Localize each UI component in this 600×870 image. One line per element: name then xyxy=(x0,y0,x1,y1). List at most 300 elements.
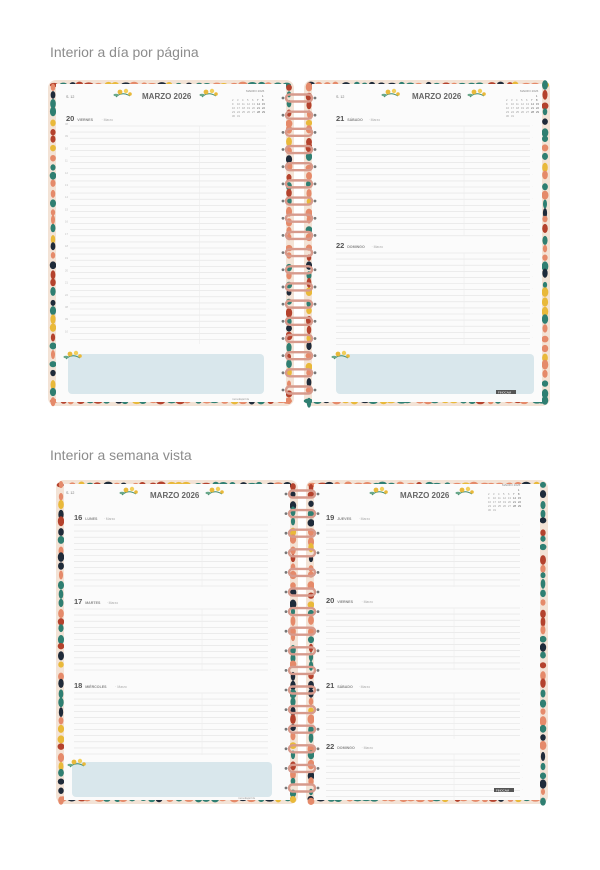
flower-bloom xyxy=(214,92,218,96)
binding-hole xyxy=(282,165,285,168)
time-marker: · xyxy=(532,299,533,303)
flower-bloom xyxy=(210,488,215,493)
pattern-leaf xyxy=(50,155,56,161)
binding-hole xyxy=(314,371,317,374)
binding-hole xyxy=(282,131,285,134)
day-name: SÁBADO xyxy=(347,118,363,122)
pattern-leaf xyxy=(542,118,548,124)
time-marker: · xyxy=(522,584,523,587)
day-month: · Marzo xyxy=(361,746,373,750)
flower-bloom xyxy=(392,89,396,93)
month-title: MARZO 2026 xyxy=(412,92,462,101)
mini-calendar-date: 26 xyxy=(247,111,250,114)
mini-calendar-date: 7 xyxy=(513,493,515,496)
pattern-leaf xyxy=(543,199,547,208)
pattern-leaf xyxy=(542,370,547,378)
hour-label: 18 xyxy=(65,245,68,248)
pattern-leaf xyxy=(308,501,313,507)
binding-hole xyxy=(282,268,285,271)
time-marker: · xyxy=(522,654,523,658)
mini-calendar-date: 11 xyxy=(498,497,501,500)
pattern-leaf xyxy=(58,651,64,660)
flower-bloom xyxy=(204,90,209,95)
pattern-leaf xyxy=(50,324,56,332)
time-marker: · xyxy=(270,655,271,659)
week-label: S. 12 xyxy=(336,95,345,99)
day-name: DOMINGO xyxy=(347,245,365,249)
mini-calendar-date: 29 xyxy=(536,111,539,114)
flower-bloom xyxy=(128,92,132,96)
time-marker: · xyxy=(522,535,523,539)
mini-calendar-date: 9 xyxy=(506,103,508,106)
flower-bloom xyxy=(130,487,134,491)
day-month: · Marzo xyxy=(358,517,371,521)
pattern-leaf xyxy=(286,84,292,90)
binding-hole xyxy=(317,630,320,633)
binding-hole xyxy=(317,571,320,574)
time-marker: · xyxy=(522,691,523,694)
signature: moreliaprints xyxy=(232,397,250,401)
binding-hole xyxy=(285,493,288,496)
pattern-leaf xyxy=(309,698,314,705)
right-page xyxy=(314,484,540,800)
mini-calendar-date: 10 xyxy=(493,497,496,500)
mini-calendar-date: 8 xyxy=(518,493,520,496)
pattern-leaf xyxy=(58,562,64,569)
pattern-leaf xyxy=(59,717,64,724)
pattern-leaf xyxy=(50,129,55,135)
pattern-leaf xyxy=(59,689,64,698)
pattern-leaf xyxy=(540,590,546,597)
pattern-leaf xyxy=(540,544,547,550)
mini-calendar-date: 16 xyxy=(488,501,491,504)
flower-bloom xyxy=(466,487,470,491)
pattern-leaf xyxy=(50,164,55,170)
time-marker: · xyxy=(270,535,271,539)
time-marker: · xyxy=(268,270,269,274)
left-page xyxy=(64,484,290,800)
pattern-leaf xyxy=(51,397,56,406)
binding-hole xyxy=(282,234,285,237)
binding-hole xyxy=(282,337,285,340)
mini-calendar-date: 22 xyxy=(518,501,521,504)
pattern-leaf xyxy=(542,314,548,324)
day-month: · Marzo xyxy=(371,245,383,249)
mini-calendar-date: 9 xyxy=(232,103,234,106)
pattern-leaf xyxy=(542,144,549,151)
day-number: 22 xyxy=(326,742,335,751)
pattern-leaf xyxy=(542,336,549,343)
binding-hole xyxy=(285,571,288,574)
binding-hole xyxy=(317,512,320,515)
flower-bloom xyxy=(78,759,82,763)
pattern-leaf xyxy=(540,734,545,740)
pattern-leaf xyxy=(58,536,65,544)
pattern-leaf xyxy=(51,350,55,359)
binding-hole xyxy=(285,532,288,535)
pattern-leaf xyxy=(51,242,56,250)
pattern-leaf xyxy=(286,189,292,197)
flower-leaf xyxy=(68,764,73,766)
day-name: VIERNES xyxy=(337,600,353,604)
pattern-leaf xyxy=(541,579,546,589)
hour-label: 08 xyxy=(65,123,68,126)
hour-label: 17 xyxy=(65,232,68,236)
flower-bloom xyxy=(68,352,73,357)
mini-calendar-date: 19 xyxy=(247,107,250,110)
binding-hole xyxy=(317,747,320,750)
binding-hole xyxy=(282,354,285,357)
pattern-leaf xyxy=(541,708,546,714)
day-name: LUNES xyxy=(85,517,98,521)
pattern-leaf xyxy=(51,333,55,341)
time-marker: · xyxy=(268,246,269,249)
pattern-leaf xyxy=(309,733,314,743)
binding-hole xyxy=(282,97,285,100)
pattern-leaf xyxy=(50,261,56,269)
pattern-leaf xyxy=(306,120,312,126)
pattern-leaf xyxy=(51,270,56,279)
pattern-leaf xyxy=(50,107,56,116)
binding-hole xyxy=(317,493,320,496)
mini-calendar-date: 20 xyxy=(252,107,255,110)
pattern-leaf xyxy=(542,224,548,233)
pattern-leaf xyxy=(291,616,296,626)
binding-hole xyxy=(285,689,288,692)
pattern-leaf xyxy=(540,716,547,726)
mini-calendar-date: 3 xyxy=(237,99,239,102)
flower-bloom xyxy=(346,354,350,358)
pattern-leaf xyxy=(286,360,292,368)
binding-hole xyxy=(285,728,288,731)
mini-calendar-date: 31 xyxy=(493,509,496,512)
time-marker: · xyxy=(270,523,271,526)
mini-calendar-date: 25 xyxy=(242,111,245,114)
time-marker: · xyxy=(522,618,523,622)
hour-label: 10 xyxy=(65,330,68,334)
pattern-leaf xyxy=(59,599,64,607)
pattern-leaf xyxy=(50,306,56,315)
mini-calendar-date: 23 xyxy=(506,111,509,114)
pattern-leaf xyxy=(540,741,547,750)
pattern-leaf xyxy=(286,308,292,318)
month-title: MARZO 2026 xyxy=(150,491,200,500)
pattern-leaf xyxy=(540,501,545,509)
hour-label: 22 xyxy=(65,293,68,297)
pattern-leaf xyxy=(58,769,64,777)
flower-bloom xyxy=(384,490,388,494)
pattern-leaf xyxy=(540,779,547,788)
time-marker: · xyxy=(268,282,269,286)
pattern-leaf xyxy=(308,616,314,625)
pattern-leaf xyxy=(306,172,312,180)
hour-label: 08 xyxy=(65,306,68,309)
pattern-leaf xyxy=(308,543,313,553)
mini-calendar-date: 1 xyxy=(262,95,264,98)
binding-hole xyxy=(314,286,317,289)
pattern-leaf xyxy=(58,788,64,794)
pattern-leaf xyxy=(542,380,548,386)
pattern-leaf xyxy=(542,183,548,190)
time-marker: · xyxy=(270,703,271,707)
week-label: S. 12 xyxy=(66,95,75,99)
time-marker: · xyxy=(270,559,271,563)
day-name: JUEVES xyxy=(337,517,352,521)
pattern-leaf xyxy=(541,789,545,795)
binding-hole xyxy=(317,551,320,554)
time-marker: · xyxy=(270,547,271,551)
pattern-leaf xyxy=(58,581,64,589)
pattern-leaf xyxy=(542,324,547,332)
day-name: MIÉRCOLES xyxy=(85,685,107,689)
mini-calendar-date: 19 xyxy=(521,107,524,110)
binding-hole xyxy=(314,200,317,203)
binding-hole xyxy=(285,708,288,711)
pattern-leaf xyxy=(542,396,548,405)
mini-calendar-date: 2 xyxy=(506,99,508,102)
time-marker: · xyxy=(532,287,533,291)
pattern-leaf xyxy=(540,610,546,618)
pattern-leaf xyxy=(58,779,64,785)
binding-hole xyxy=(314,251,317,254)
pattern-leaf xyxy=(540,490,546,498)
mini-calendar-date: 15 xyxy=(262,103,265,106)
time-marker: · xyxy=(532,221,533,225)
mini-calendar-date: 20 xyxy=(526,107,529,110)
time-marker: · xyxy=(270,739,271,743)
pattern-leaf xyxy=(542,236,547,245)
mini-calendar-date: 7 xyxy=(531,99,533,102)
binding-hole xyxy=(285,512,288,515)
binding-hole xyxy=(282,217,285,220)
binding-hole xyxy=(317,689,320,692)
mini-calendar-date: 22 xyxy=(536,107,539,110)
time-marker: · xyxy=(270,631,271,635)
hour-label: 09 xyxy=(65,135,68,139)
pattern-leaf xyxy=(50,180,55,187)
mini-calendar-date: 23 xyxy=(232,111,235,114)
pattern-leaf xyxy=(542,171,548,180)
day-number: 18 xyxy=(74,681,83,690)
pattern-leaf xyxy=(287,397,292,404)
mini-calendar-date: 17 xyxy=(493,501,496,504)
time-marker: · xyxy=(270,643,271,647)
mini-calendar-date: 14 xyxy=(257,103,260,106)
pattern-leaf xyxy=(291,517,295,525)
binding-hole xyxy=(285,747,288,750)
day-number: 19 xyxy=(326,513,335,522)
time-marker: · xyxy=(532,209,533,213)
pattern-leaf xyxy=(51,252,55,259)
binding-hole xyxy=(314,165,317,168)
hour-label: 19 xyxy=(65,257,68,261)
binding-hole xyxy=(282,320,285,323)
pattern-leaf xyxy=(541,510,546,519)
mini-calendar-date: 25 xyxy=(498,505,501,508)
binding-hole xyxy=(317,708,320,711)
mini-calendar-date: 26 xyxy=(503,505,506,508)
pattern-leaf xyxy=(58,528,64,536)
pattern-leaf xyxy=(59,493,63,500)
mini-calendar-date: 29 xyxy=(262,111,265,114)
notes-box xyxy=(68,354,264,394)
pattern-leaf xyxy=(50,370,55,376)
mini-calendar-date: 31 xyxy=(511,115,514,118)
pattern-leaf xyxy=(542,360,549,370)
day-number: 21 xyxy=(326,681,335,690)
flower-bloom xyxy=(470,490,474,494)
day-number: 22 xyxy=(336,241,345,250)
pattern-leaf xyxy=(286,343,291,352)
mini-calendar-date: 6 xyxy=(252,99,254,102)
time-marker: · xyxy=(532,148,533,152)
pattern-leaf xyxy=(58,624,63,632)
pattern-leaf xyxy=(542,80,548,90)
flower-leaf xyxy=(120,492,125,494)
pattern-leaf xyxy=(58,796,64,804)
time-marker: · xyxy=(522,547,523,551)
pattern-leaf xyxy=(540,565,545,573)
pattern-leaf xyxy=(50,145,56,152)
binding-hole xyxy=(317,728,320,731)
day-number: 20 xyxy=(66,114,75,123)
mini-calendar-date: 10 xyxy=(237,103,240,106)
pattern-leaf xyxy=(540,643,546,652)
pattern-leaf xyxy=(50,388,56,396)
mini-calendar-date: 5 xyxy=(521,99,523,102)
pattern-leaf xyxy=(58,500,64,509)
time-marker: · xyxy=(268,233,269,237)
pattern-leaf xyxy=(306,189,311,198)
mini-calendar-date: 1 xyxy=(518,489,520,492)
time-marker: · xyxy=(268,221,269,225)
binding-hole xyxy=(317,649,320,652)
pattern-leaf xyxy=(542,153,548,160)
mini-calendar-date: 21 xyxy=(513,501,516,504)
time-marker: · xyxy=(268,331,269,335)
pattern-leaf xyxy=(286,325,292,331)
pattern-leaf xyxy=(542,345,548,352)
time-marker: · xyxy=(532,160,533,164)
pattern-leaf xyxy=(541,763,546,770)
time-marker: · xyxy=(532,185,533,188)
pattern-leaf xyxy=(541,752,545,761)
pattern-leaf xyxy=(50,342,57,349)
time-marker: · xyxy=(268,148,269,152)
mini-calendar-title: MARZO 2026 xyxy=(502,483,521,487)
pattern-leaf xyxy=(543,245,547,252)
binding-hole xyxy=(282,114,285,117)
mini-calendar-date: 14 xyxy=(531,103,534,106)
flower-bloom xyxy=(118,90,123,95)
mini-calendar-date: 30 xyxy=(232,115,235,118)
flower-leaf xyxy=(370,492,375,494)
mini-calendar-date: 13 xyxy=(526,103,529,106)
time-marker: · xyxy=(268,185,269,188)
binding-hole xyxy=(282,251,285,254)
mini-calendar-date: 24 xyxy=(237,111,240,114)
hour-label: 10 xyxy=(65,147,68,151)
binding-hole xyxy=(285,767,288,770)
pattern-leaf xyxy=(307,398,311,408)
flower-leaf xyxy=(468,94,473,96)
flower-bloom xyxy=(396,92,400,96)
binding-hole xyxy=(282,286,285,289)
mini-calendar-date: 23 xyxy=(488,505,491,508)
binding-hole xyxy=(314,268,317,271)
flower-bloom xyxy=(472,90,477,95)
binding-hole xyxy=(314,389,317,392)
mini-calendar-date: 18 xyxy=(242,107,245,110)
mini-calendar-date: 20 xyxy=(508,501,511,504)
binding-hole xyxy=(314,97,317,100)
time-marker: · xyxy=(532,336,533,340)
binding-hole xyxy=(282,389,285,392)
pattern-leaf xyxy=(307,326,311,335)
binding-hole xyxy=(285,551,288,554)
time-marker: · xyxy=(532,312,533,315)
mini-calendar-date: 4 xyxy=(242,99,244,102)
day-name: VIERNES xyxy=(77,118,93,122)
pattern-leaf xyxy=(58,552,64,562)
mini-calendar-date: 11 xyxy=(516,103,519,106)
pattern-leaf xyxy=(50,172,57,180)
time-marker: · xyxy=(270,715,271,719)
mini-calendar-date: 28 xyxy=(531,111,534,114)
pattern-leaf xyxy=(51,300,56,306)
binding-hole xyxy=(317,669,320,672)
binding-hole xyxy=(317,767,320,770)
binding-hole xyxy=(317,532,320,535)
mini-calendar-date: 24 xyxy=(511,111,514,114)
pattern-leaf xyxy=(542,255,547,261)
pattern-leaf xyxy=(541,689,546,697)
time-marker: · xyxy=(522,642,523,646)
planner-week-view xyxy=(48,472,558,812)
time-marker: · xyxy=(270,571,271,575)
day-name: DOMINGO xyxy=(337,746,355,750)
time-marker: · xyxy=(532,124,533,127)
flower-leaf xyxy=(200,94,205,96)
binding-hole xyxy=(317,610,320,613)
month-title: MARZO 2026 xyxy=(400,491,450,500)
pattern-leaf xyxy=(542,136,548,142)
pattern-leaf xyxy=(58,662,63,668)
flower-bloom xyxy=(82,762,86,766)
day-month: · Marzo xyxy=(361,600,373,604)
month-title: MARZO 2026 xyxy=(142,92,192,101)
time-marker: · xyxy=(522,764,523,768)
pattern-leaf xyxy=(290,483,296,490)
pattern-leaf xyxy=(50,314,55,324)
pattern-leaf xyxy=(541,572,546,578)
flower-bloom xyxy=(380,487,384,491)
flower-leaf xyxy=(456,492,461,494)
day-name: SÁBADO xyxy=(337,685,353,689)
flower-leaf xyxy=(64,356,69,358)
pattern-leaf xyxy=(290,714,296,724)
notes-box xyxy=(336,354,534,394)
pattern-leaf xyxy=(58,743,65,750)
pattern-leaf xyxy=(540,652,546,659)
day-number: 16 xyxy=(74,513,83,522)
binding-hole xyxy=(317,787,320,790)
day-number: 21 xyxy=(336,114,345,123)
day-month: · Marzo xyxy=(101,118,113,122)
pattern-leaf xyxy=(540,536,545,542)
planner-day-per-page xyxy=(40,72,560,414)
binding-hole xyxy=(314,320,317,323)
